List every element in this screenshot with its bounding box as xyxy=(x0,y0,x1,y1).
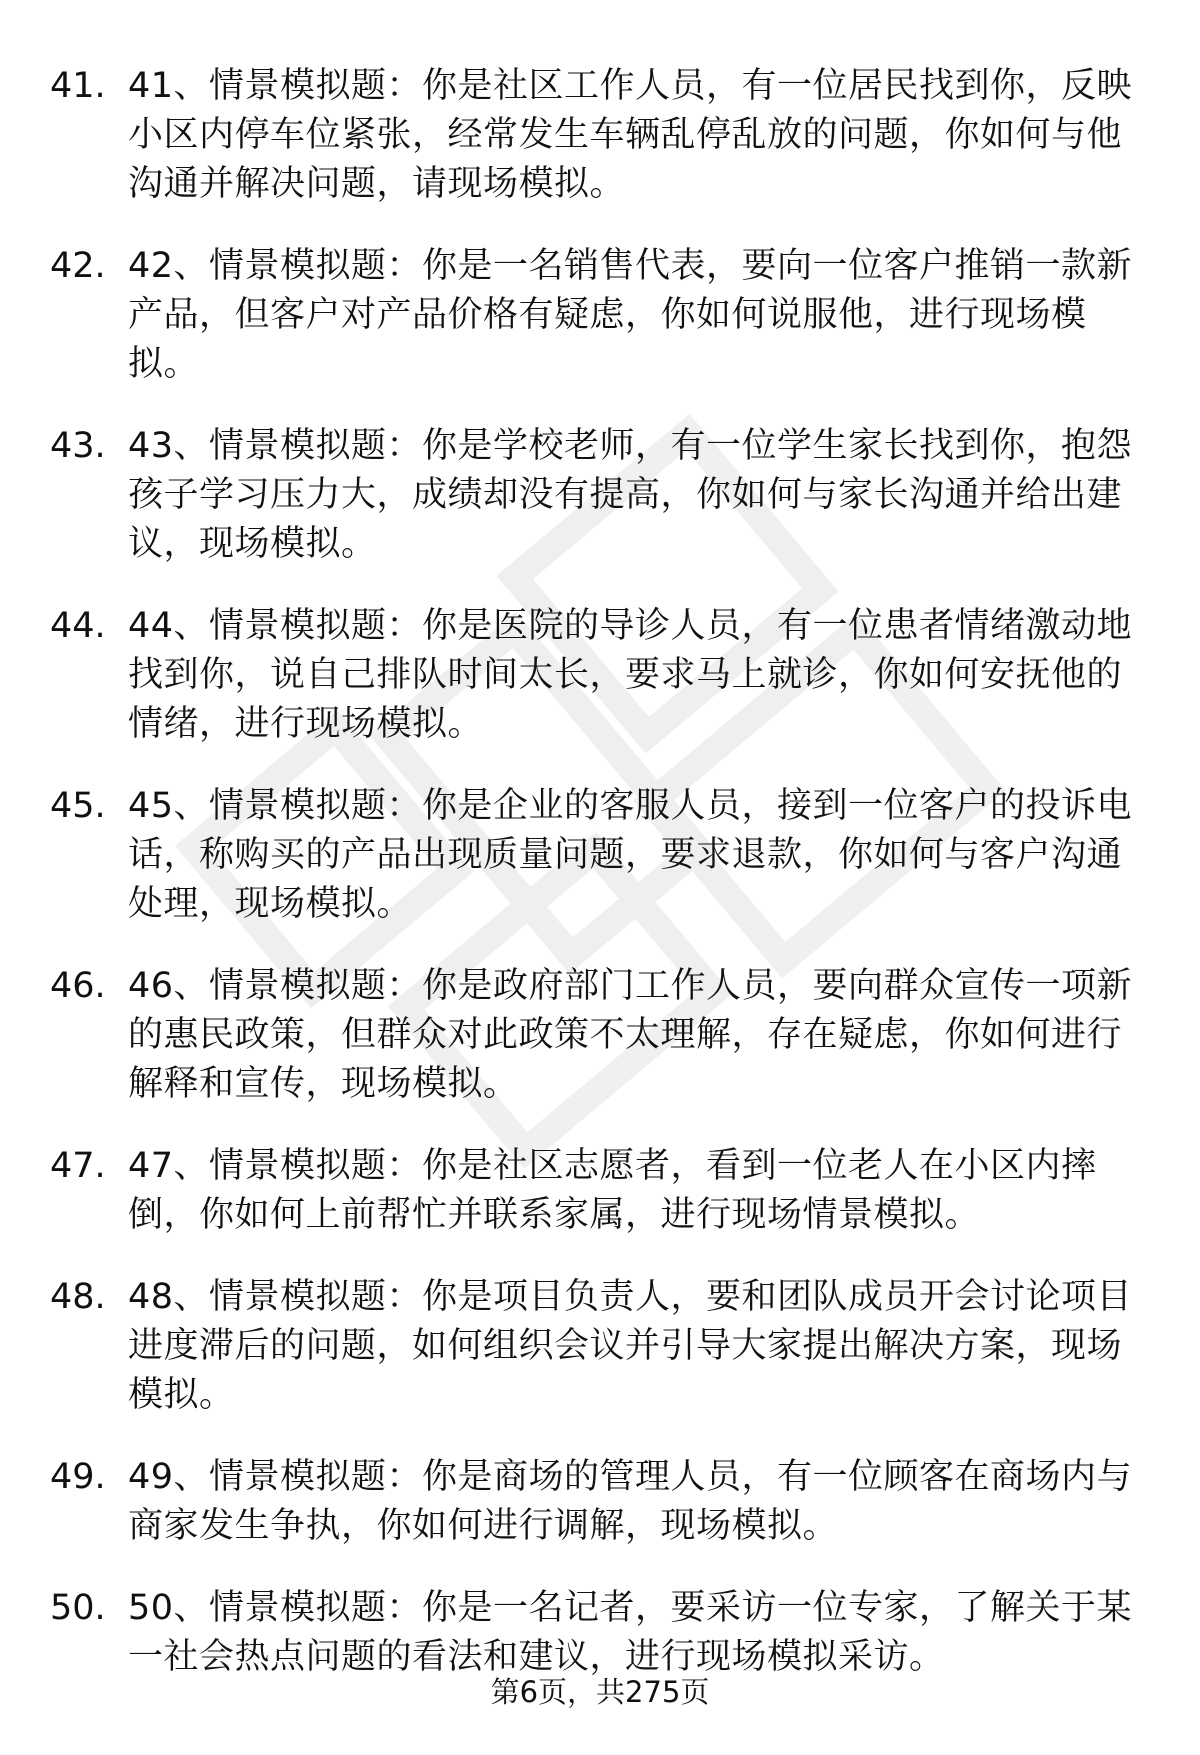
text-line: 44、情景模拟题：你是医院的导诊人员，有一位患者情绪激动地 xyxy=(128,606,1133,646)
list-item xyxy=(0,1584,1200,1682)
text-line: 产品，但客户对产品价格有疑虑，你如何说服他，进行现场模 xyxy=(128,295,1087,335)
list-item xyxy=(0,1273,1200,1420)
item-text xyxy=(128,62,1178,209)
text-line: 沟通并解决问题，请现场模拟。 xyxy=(128,164,626,204)
list-item xyxy=(0,782,1200,929)
text-line: 孩子学习压力大，成绩却没有提高，你如何与家长沟通并给出建 xyxy=(128,475,1123,515)
item-number: 50. xyxy=(50,1588,106,1628)
item-number: 47. xyxy=(50,1146,106,1186)
text-line: 进度滞后的问题，如何组织会议并引导大家提出解决方案，现场 xyxy=(128,1326,1123,1366)
item-number: 41. xyxy=(50,66,106,106)
list-item xyxy=(0,1142,1200,1240)
item-text xyxy=(128,602,1178,749)
text-line: 小区内停车位紧张，经常发生车辆乱停乱放的问题，你如何与他 xyxy=(128,115,1123,155)
item-number: 48. xyxy=(50,1277,106,1317)
text-line: 倒，你如何上前帮忙并联系家属，进行现场情景模拟。 xyxy=(128,1195,981,1235)
text-line: 处理，现场模拟。 xyxy=(128,884,413,924)
item-text xyxy=(128,1273,1178,1420)
item-number: 45. xyxy=(50,786,106,826)
text-line: 情绪，进行现场模拟。 xyxy=(128,704,484,744)
item-number: 42. xyxy=(50,246,106,286)
text-line: 的惠民政策，但群众对此政策不太理解，存在疑虑，你如何进行 xyxy=(128,1015,1123,1055)
text-line: 49、情景模拟题：你是商场的管理人员，有一位顾客在商场内与 xyxy=(128,1457,1133,1497)
list-item xyxy=(0,1453,1200,1551)
item-text xyxy=(128,422,1178,569)
text-line: 41、情景模拟题：你是社区工作人员，有一位居民找到你，反映 xyxy=(128,66,1133,106)
text-line: 解释和宣传，现场模拟。 xyxy=(128,1064,519,1104)
text-line: 模拟。 xyxy=(128,1375,235,1415)
page-footer: 第6页，共275页 xyxy=(490,1675,710,1709)
list-item xyxy=(0,602,1200,749)
text-line: 找到你，说自己排队时间太长，要求马上就诊，你如何安抚他的 xyxy=(128,655,1123,695)
item-text xyxy=(128,1142,1178,1240)
text-line: 43、情景模拟题：你是学校老师，有一位学生家长找到你，抱怨 xyxy=(128,426,1133,466)
item-text xyxy=(128,782,1178,929)
item-text xyxy=(128,1453,1178,1551)
text-line: 50、情景模拟题：你是一名记者，要采访一位专家，了解关于某 xyxy=(128,1588,1133,1628)
item-text xyxy=(128,242,1178,389)
list-item xyxy=(0,242,1200,389)
list-item xyxy=(0,962,1200,1109)
list-item xyxy=(0,62,1200,209)
text-line: 47、情景模拟题：你是社区志愿者，看到一位老人在小区内摔 xyxy=(128,1146,1097,1186)
item-number: 44. xyxy=(50,606,106,646)
question-list xyxy=(0,62,1200,1715)
item-number: 43. xyxy=(50,426,106,466)
item-text xyxy=(128,1584,1178,1682)
text-line: 议，现场模拟。 xyxy=(128,524,377,564)
list-item xyxy=(0,422,1200,569)
item-number: 49. xyxy=(50,1457,106,1497)
item-number: 46. xyxy=(50,966,106,1006)
text-line: 商家发生争执，你如何进行调解，现场模拟。 xyxy=(128,1506,839,1546)
text-line: 话，称购买的产品出现质量问题，要求退款，你如何与客户沟通 xyxy=(128,835,1123,875)
text-line: 48、情景模拟题：你是项目负责人，要和团队成员开会讨论项目 xyxy=(128,1277,1133,1317)
item-text xyxy=(128,962,1178,1109)
text-line: 一社会热点问题的看法和建议，进行现场模拟采访。 xyxy=(128,1637,945,1677)
text-line: 拟。 xyxy=(128,344,200,384)
text-line: 46、情景模拟题：你是政府部门工作人员，要向群众宣传一项新 xyxy=(128,966,1133,1006)
text-line: 45、情景模拟题：你是企业的客服人员，接到一位客户的投诉电 xyxy=(128,786,1133,826)
text-line: 42、情景模拟题：你是一名销售代表，要向一位客户推销一款新 xyxy=(128,246,1133,286)
